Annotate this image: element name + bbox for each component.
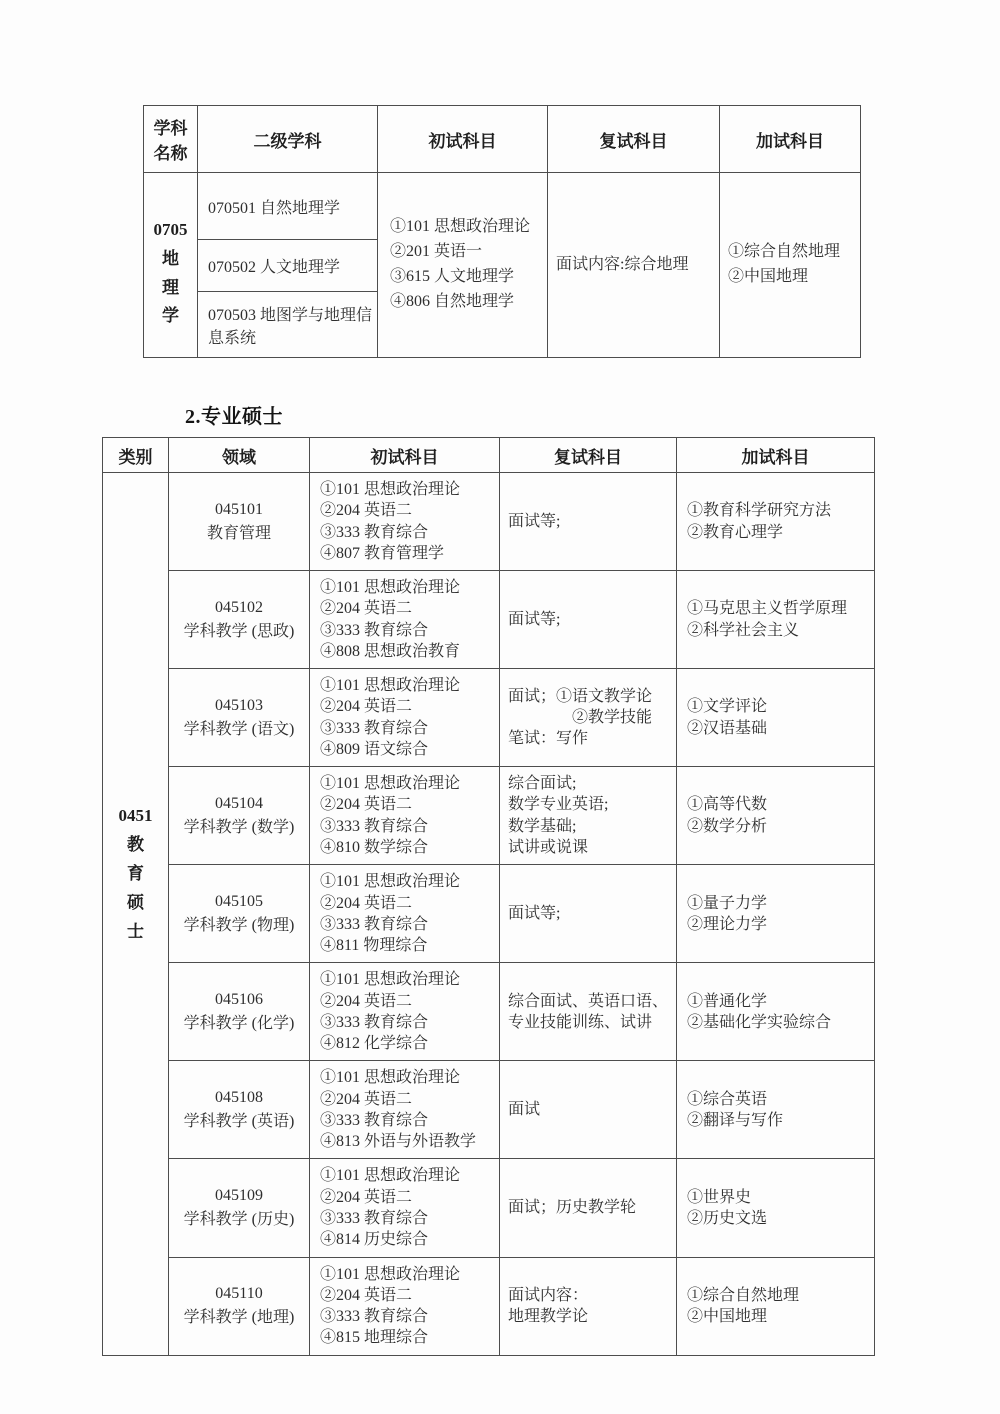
retest-subjects-list — [508, 773, 674, 858]
field-name: 学科教学 (思政) — [183, 622, 295, 640]
initial-subjects-list — [320, 479, 495, 564]
field-code: 045109 — [215, 1186, 263, 1204]
text-line: ③333 教育综合 — [320, 817, 429, 835]
text-line: ②教育心理学 — [687, 523, 784, 541]
text-line: 专业技能训练、试讲 — [508, 1013, 653, 1031]
field-code: 045108 — [215, 1088, 263, 1106]
text-line: ①综合自然地理 — [728, 243, 841, 261]
field-name: 学科教学 (语文) — [183, 720, 295, 738]
master-header-row — [144, 106, 861, 173]
header-discipline-name: 学科名称 — [144, 106, 198, 173]
text-line: 面试等; — [508, 512, 561, 530]
text-line: ④810 数学综合 — [320, 838, 429, 856]
retest-subjects-cell — [500, 473, 677, 571]
retest-subjects-list — [556, 253, 715, 278]
header-field: 领域 — [169, 438, 310, 473]
text-line: ①文学评论 — [687, 698, 768, 716]
retest-subjects-list — [508, 1197, 674, 1218]
initial-subjects-list — [320, 969, 495, 1054]
additional-subjects-cell — [677, 1257, 875, 1355]
text-line: 面试内容： — [508, 1286, 589, 1304]
text-line: ③333 教育综合 — [320, 915, 429, 933]
field-cell — [169, 1061, 310, 1159]
category-code: 0451 — [118, 806, 153, 826]
field-name: 学科教学 (地理) — [183, 1309, 295, 1327]
field-cell — [169, 473, 310, 571]
text-line: ②204 英语二 — [320, 894, 413, 912]
field-code: 045104 — [215, 794, 263, 812]
text-line: ②汉语基础 — [687, 719, 768, 737]
text-line: ②204 英语二 — [320, 502, 413, 520]
field-code: 045102 — [215, 598, 263, 616]
header-initial-subjects: 初试科目 — [310, 438, 500, 473]
text-line: ④813 外语与外语教学 — [320, 1133, 477, 1151]
initial-subjects-list — [390, 215, 530, 314]
text-line: ③333 教育综合 — [320, 1308, 429, 1326]
text-line: ③333 教育综合 — [320, 621, 429, 639]
text-line: ①101 思想政治理论 — [390, 218, 531, 236]
retest-subjects-cell — [500, 669, 677, 767]
additional-subjects-list — [687, 991, 870, 1034]
initial-subjects-cell — [310, 473, 500, 571]
text-line: ①马克思主义哲学原理 — [687, 600, 848, 618]
table-row — [103, 669, 875, 767]
additional-subjects-list — [687, 1285, 870, 1328]
text-line: ①教育科学研究方法 — [687, 502, 832, 520]
initial-subjects-cell — [310, 1061, 500, 1159]
retest-subjects-list — [508, 686, 674, 750]
field-name: 学科教学 (历史) — [183, 1210, 295, 1228]
text-line: 试讲或说课 — [508, 838, 589, 856]
text-line: ①101 思想政治理论 — [320, 775, 461, 793]
text-line: 笔试：写作 — [508, 730, 589, 748]
text-line: ②204 英语二 — [320, 992, 413, 1010]
text-line: 综合面试; — [508, 775, 577, 793]
retest-subjects-cell — [500, 1257, 677, 1355]
additional-subjects-list — [687, 500, 870, 543]
text-line: ①世界史 — [687, 1188, 752, 1206]
discipline-name: 地理学 — [161, 248, 179, 326]
retest-subjects-list — [508, 991, 674, 1034]
additional-subjects-list — [687, 893, 870, 936]
sub-discipline-cell: 070503 地图学与地理信息系统 — [198, 292, 378, 358]
text-line: ①高等代数 — [687, 796, 768, 814]
initial-subjects-cell — [310, 1257, 500, 1355]
field-cell — [169, 571, 310, 669]
text-line: ②中国地理 — [728, 268, 809, 285]
text-line: ③333 教育综合 — [320, 1013, 429, 1031]
text-line: 面试内容:综合地理 — [556, 255, 689, 273]
text-line: ③333 教育综合 — [320, 719, 429, 737]
retest-subjects-list — [508, 903, 674, 924]
text-line: ①综合自然地理 — [687, 1286, 800, 1304]
initial-subjects-cell — [310, 669, 500, 767]
retest-subjects-cell — [500, 865, 677, 963]
text-line: ①101 思想政治理论 — [320, 481, 461, 498]
text-line: ①101 思想政治理论 — [320, 579, 461, 597]
text-line: ③615 人文地理学 — [390, 268, 515, 285]
retest-subjects-list — [508, 511, 674, 532]
text-line: ②204 英语二 — [320, 1188, 413, 1206]
initial-subjects-list — [320, 1264, 495, 1349]
additional-subjects-cell — [677, 1061, 875, 1159]
text-line: 面试等; — [508, 610, 561, 628]
table-row — [103, 1159, 875, 1257]
text-line: 数学基础; — [508, 817, 577, 835]
section-title: 2.专业硕士 — [185, 406, 283, 428]
table-row — [103, 1061, 875, 1159]
additional-subjects-cell — [677, 473, 875, 571]
header-initial-subjects: 初试科目 — [378, 106, 548, 173]
field-code: 045105 — [215, 892, 263, 910]
text-line: 面试 — [508, 1101, 541, 1119]
text-line: ②翻译与写作 — [687, 1111, 784, 1129]
field-code: 045101 — [215, 500, 263, 518]
field-code: 045103 — [215, 696, 263, 714]
initial-subjects-cell — [310, 865, 500, 963]
retest-subjects-list — [508, 1285, 674, 1328]
field-cell — [169, 865, 310, 963]
table-row — [103, 963, 875, 1061]
text-line: 地理教学论 — [508, 1308, 589, 1326]
text-line: ②中国地理 — [687, 1308, 768, 1326]
text-line: 综合面试、英语口语、 — [508, 992, 669, 1010]
text-line: ②理论力学 — [687, 915, 768, 933]
text-line: ②历史文选 — [687, 1209, 768, 1227]
master-discipline-table — [143, 105, 861, 358]
header-sub-discipline: 二级学科 — [198, 106, 378, 173]
initial-subjects-list — [320, 773, 495, 858]
additional-subjects-list — [687, 696, 870, 739]
table-row — [103, 865, 875, 963]
additional-subjects-cell — [677, 571, 875, 669]
category-cell — [103, 473, 169, 1356]
text-line: ①101 思想政治理论 — [320, 971, 461, 989]
header-category: 类别 — [103, 438, 169, 473]
additional-subjects-cell — [677, 669, 875, 767]
text-line: ④807 教育管理学 — [320, 544, 445, 562]
initial-subjects-list — [320, 675, 495, 760]
retest-subjects-cell — [548, 173, 720, 358]
discipline-code: 0705 — [153, 219, 188, 239]
text-line: 面试等; — [508, 905, 561, 923]
initial-subjects-cell — [310, 767, 500, 865]
field-name: 学科教学 (物理) — [183, 916, 295, 934]
retest-subjects-list — [508, 1099, 674, 1120]
text-line: ④806 自然地理学 — [390, 292, 515, 310]
sub-discipline-cell: 070502 人文地理学 — [198, 240, 378, 292]
text-line: ④815 地理综合 — [320, 1329, 429, 1347]
retest-subjects-cell — [500, 963, 677, 1061]
initial-subjects-list — [320, 871, 495, 956]
additional-subjects-list — [687, 598, 870, 641]
text-line: ②204 英语二 — [320, 698, 413, 716]
discipline-cell — [144, 173, 198, 358]
text-line: ②201 英语一 — [390, 243, 483, 261]
additional-subjects-list — [728, 240, 856, 290]
field-name: 学科教学 (英语) — [183, 1112, 295, 1130]
text-line: ①101 思想政治理论 — [320, 1265, 461, 1283]
text-line: ②科学社会主义 — [687, 621, 800, 639]
field-code: 045106 — [215, 990, 263, 1008]
field-cell — [169, 1159, 310, 1257]
additional-subjects-cell — [677, 1159, 875, 1257]
initial-subjects-cell — [378, 173, 548, 358]
text-line: ①101 思想政治理论 — [320, 677, 461, 695]
additional-subjects-cell — [677, 865, 875, 963]
header-retest-subjects: 复试科目 — [548, 106, 720, 173]
text-line: ②教学技能 — [508, 709, 653, 727]
additional-subjects-list — [687, 794, 870, 837]
category-name: 教育硕士 — [126, 834, 144, 941]
text-line: ②204 英语二 — [320, 1090, 413, 1108]
initial-subjects-list — [320, 1067, 495, 1152]
text-line: ②204 英语二 — [320, 796, 413, 814]
field-name: 学科教学 (化学) — [183, 1014, 295, 1032]
header-additional-subjects: 加试科目 — [677, 438, 875, 473]
text-line: 面试；①语文教学论 — [508, 687, 653, 705]
text-line: ④814 历史综合 — [320, 1231, 429, 1249]
text-line: ④811 物理综合 — [320, 937, 428, 955]
text-line: ②基础化学实验综合 — [687, 1013, 832, 1031]
initial-subjects-list — [320, 1165, 495, 1250]
text-line: ①101 思想政治理论 — [320, 1069, 461, 1087]
table-row — [144, 173, 861, 240]
text-line: ③333 教育综合 — [320, 1209, 429, 1227]
header-additional-subjects: 加试科目 — [720, 106, 861, 173]
field-name: 学科教学 (数学) — [183, 818, 295, 836]
field-name: 教育管理 — [206, 524, 271, 542]
retest-subjects-list — [508, 609, 674, 630]
additional-subjects-cell — [720, 173, 861, 358]
professional-master-table — [102, 437, 875, 1356]
header-retest-subjects: 复试科目 — [500, 438, 677, 473]
text-line: 数学专业英语; — [508, 796, 609, 814]
text-line: ①普通化学 — [687, 992, 768, 1010]
field-cell — [169, 963, 310, 1061]
retest-subjects-cell — [500, 1159, 677, 1257]
additional-subjects-list — [687, 1187, 870, 1230]
text-line: ④812 化学综合 — [320, 1035, 429, 1053]
text-line: ④809 语文综合 — [320, 740, 429, 758]
field-code: 045110 — [215, 1285, 263, 1303]
text-line: ②204 英语二 — [320, 1286, 413, 1304]
table-row — [103, 767, 875, 865]
text-line: ②数学分析 — [687, 817, 768, 835]
table-row — [103, 473, 875, 571]
text-line: ①101 思想政治理论 — [320, 873, 461, 891]
additional-subjects-cell — [677, 963, 875, 1061]
initial-subjects-cell — [310, 963, 500, 1061]
text-line: ①综合英语 — [687, 1090, 768, 1108]
text-line: ③333 教育综合 — [320, 1111, 429, 1129]
additional-subjects-list — [687, 1089, 870, 1132]
prof-header-row — [103, 438, 875, 473]
field-cell — [169, 669, 310, 767]
initial-subjects-cell — [310, 571, 500, 669]
text-line: ③333 教育综合 — [320, 523, 429, 541]
sub-discipline-cell: 070501 自然地理学 — [198, 173, 378, 240]
text-line: ①101 思想政治理论 — [320, 1167, 461, 1185]
retest-subjects-cell — [500, 767, 677, 865]
table-row — [103, 571, 875, 669]
field-cell — [169, 1257, 310, 1355]
text-line: ①量子力学 — [687, 894, 768, 912]
initial-subjects-cell — [310, 1159, 500, 1257]
table-row — [103, 1257, 875, 1355]
additional-subjects-cell — [677, 767, 875, 865]
text-line: ②204 英语二 — [320, 600, 413, 618]
retest-subjects-cell — [500, 571, 677, 669]
initial-subjects-list — [320, 577, 495, 662]
retest-subjects-cell — [500, 1061, 677, 1159]
text-line: 面试；历史教学轮 — [508, 1199, 637, 1217]
text-line: ④808 思想政治教育 — [320, 642, 461, 660]
field-cell — [169, 767, 310, 865]
